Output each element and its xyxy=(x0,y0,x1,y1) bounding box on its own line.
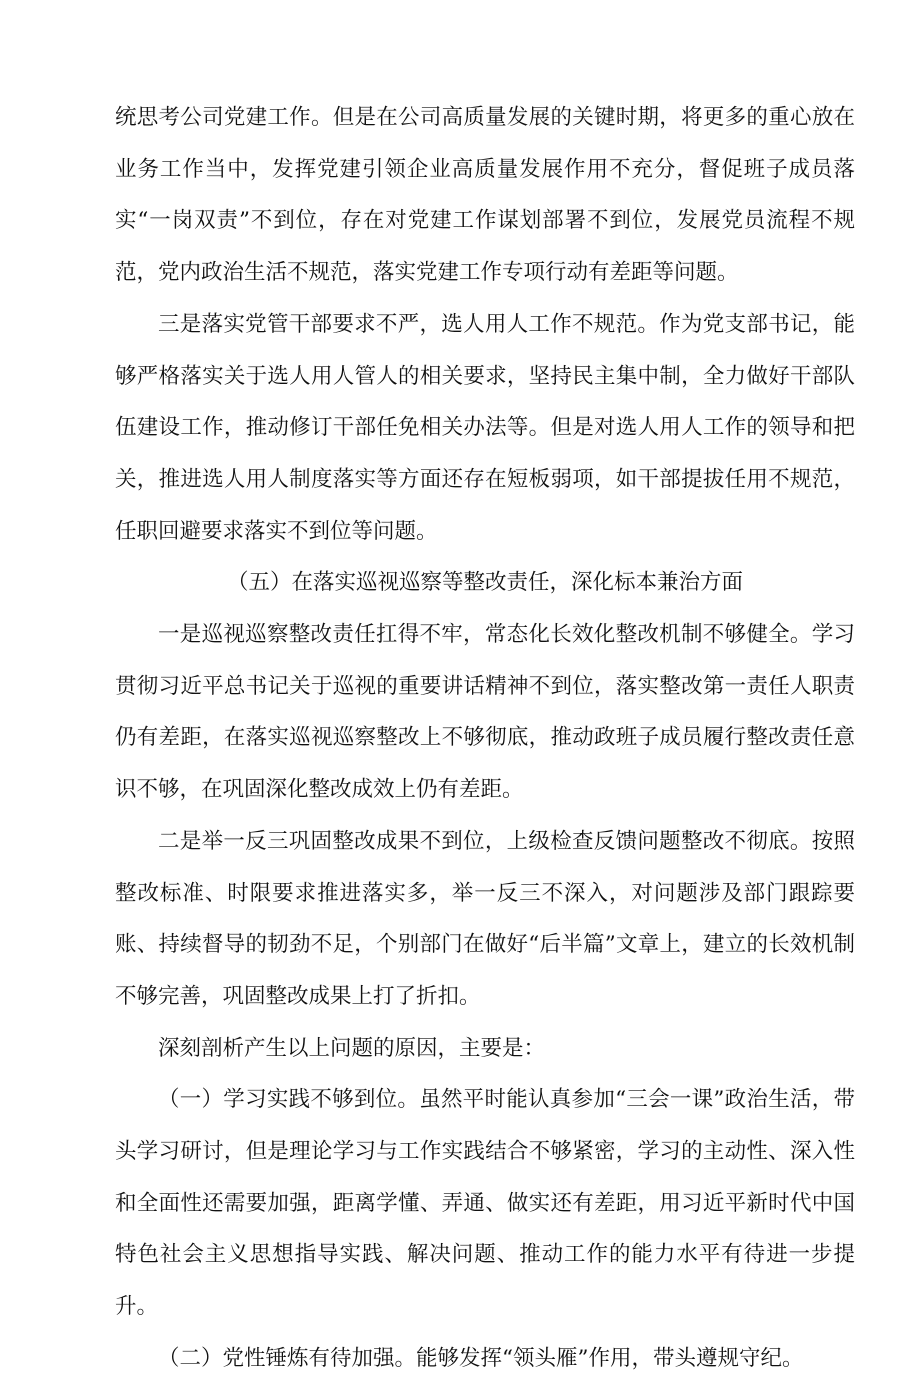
paragraph-cadre-management: 三是落实党管干部要求不严，选人用人工作不规范。作为党支部书记，能够严格落实关于选人用人管人的相关要求，坚持民主集中制，全力做好干部队伍建设工作，推动修订干部任免相关办法等。但是对选人用人工作的领导和把关，推进选人用人制度落实等方面还存在短板弱项，如干部提拔任用不规范，任职回避要求落实不到位等问题。 xyxy=(115,311,855,544)
paragraph-consolidate-results: 二是举一反三巩固整改成果不到位，上级检查反馈问题整改不彻底。按照整改标准、时限要求推进落实多，举一反三不深入，对问题涉及部门跟踪要账、持续督导的韧劲不足，个别部门在做好“后半篇”文章上，建立的长效机制不够完善，巩固整改成果上打了折扣。 xyxy=(115,828,855,1009)
document-body xyxy=(115,92,855,1385)
paragraph-party-building-continuation: 统思考公司党建工作。但是在公司高质量发展的关键时期，将更多的重心放在业务工作当中，发挥党建引领企业高质量发展作用不充分，督促班子成员落实“一岗双责”不到位，存在对党建工作谋划部署不到位，发展党员流程不规范，党内政治生活不规范，落实党建工作专项行动有差距等问题。 xyxy=(115,105,855,286)
paragraph-cause-one-study: （一）学习实践不够到位。虽然平时能认真参加“三会一课”政治生活，带头学习研讨，但是理论学习与工作实践结合不够紧密，学习的主动性、深入性和全面性还需要加强，距离学懂、弄通、做实还有差距，用习近平新时代中国特色社会主义思想指导实践、解决问题、推动工作的能力水平有待进一步提升。 xyxy=(115,1087,855,1320)
paragraph-cause-analysis-intro: 深刻剖析产生以上问题的原因，主要是： xyxy=(158,1035,546,1061)
paragraph-cause-two-party-spirit: （二）党性锤炼有待加强。能够发挥“领头雁”作用，带头遵规守纪。 xyxy=(158,1345,804,1371)
section-heading-five: （五）在落实巡视巡察等整改责任，深化标本兼治方面 xyxy=(226,570,743,596)
paragraph-inspection-rectification: 一是巡视巡察整改责任扛得不牢，常态化长效化整改机制不够健全。学习贯彻习近平总书记关于巡视的重要讲话精神不到位，落实整改第一责任人职责仍有差距，在落实巡视巡察整改上不够彻底，推动政班子成员履行整改责任意识不够，在巩固深化整改成效上仍有差距。 xyxy=(115,622,855,803)
